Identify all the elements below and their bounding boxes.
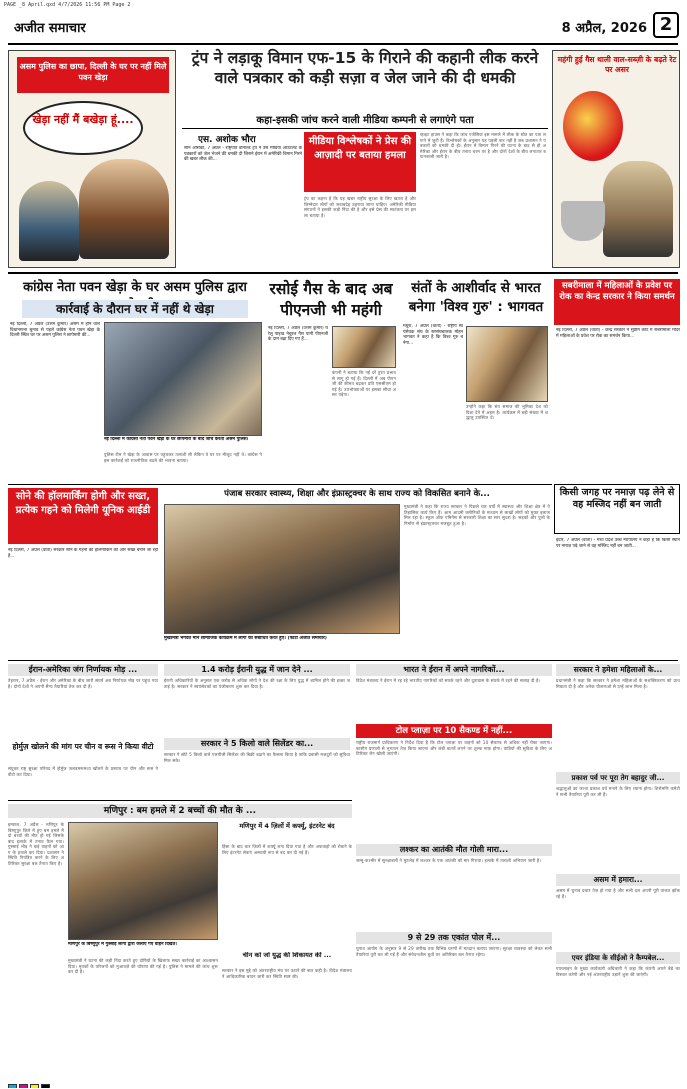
congress-photo-caption: नई दिल्ली में कांग्रेसी नेता पवन खेड़ा के घर छापेमारी के बाद जांच करती असम पुलिस। (104, 437, 249, 442)
masthead-rule (8, 43, 678, 45)
bhagwat-body-col2: उन्होंने कहा कि संत समाज की भूमिका देश को दिशा देने में अहम है। कार्यक्रम में बड़ी संख्या में श्रद्धालु उपस्थित थे। (466, 404, 548, 420)
congress-photo (104, 322, 262, 436)
congress-body-more: पुलिस टीम ने खेड़ा के आवास पर पहुंचकर तलाशी ली लेकिन वे घर पर मौजूद नहीं थे। कांग्रेस ने इस कार्रवाई को राजनीतिक बदले की भावना बताया। (104, 452, 262, 463)
congress-subhead: कार्रवाई के दौरान घर में नहीं थे खेड़ा (22, 300, 248, 318)
lead-rule (182, 128, 548, 129)
cartoon-man-figure (603, 161, 673, 257)
row-rule-4 (8, 800, 352, 801)
right-cartoon-title: महंगी हुई गैस थाली वाल-सब्ज़ी के बढ़ते रेट पर असर (557, 55, 677, 74)
cartoon-speech-bubble: खेड़ा नहीं मैं बखेड़ा हूं.... (23, 101, 143, 155)
women-body: नई दिल्ली, 7 अप्रैल (वार्ता) - केन्द्र सरकार ने सुप्रीम कोर्ट में सबरीमाला मंदिर में महिलाओं के प्रवेश पर रोक का समर्थन किया... (556, 328, 680, 339)
events-headline: 9 से 29 तक एकांत पोल में... (356, 932, 552, 944)
women-headline: सबरीमाला में महिलाओं के प्रवेश पर रोक का केन्द्र सरकार ने किया समर्थन (554, 279, 680, 325)
lead-inset-box: मीडिया विश्लेषकों ने प्रेस की आज़ादी पर बताया हमला (304, 132, 416, 192)
cartoon-caption: असम पुलिस का छापा, दिल्ली के घर पर नहीं मिले पवन खेड़ा (17, 57, 169, 93)
iran-body: तेहरान, 7 अप्रैल - ईरान और अमेरिका के बीच जारी संघर्ष अब निर्णायक मोड़ पर पहुंच गया है। दोनों देशों ने अपनी सैन्य तैयारियां तेज कर दी हैं। (8, 678, 158, 689)
page-number: 2 (653, 12, 679, 38)
gold-body: नई दिल्ली, 7 अप्रैल (वार्ता) सरकार सोने के गहनों की हॉलमार्किंग को और सख्त बनाने जा रही है... (8, 548, 158, 559)
right-cartoon (552, 50, 680, 268)
bhagwat-headline: संतों के आशीर्वाद से भारत बनेगा 'विश्व गुरु' : भागवत (408, 280, 544, 315)
export-body: एयरलाइन के मुख्य कार्यकारी अधिकारी ने कहा कि कंपनी अपने बेड़े का विस्तार करेगी और नई अंतरराष्ट्रीय उड़ानें शुरू की जाएंगी। (556, 966, 680, 977)
toll-body: राष्ट्रीय राजमार्ग प्राधिकरण ने निर्देश दिया है कि टोल प्लाज़ा पर वाहनों को 10 सैकण्ड से अधिक नहीं रोका जाएगा। फास्टैग प्रणाली से भुगतान तेज़ किया जाएगा और लंबी कतारें लगने पर शुल्क माफ़ होगा। यात्रियों की सुविधा के लिए अतिरिक्त लेन खोली जाएंगी। (356, 740, 552, 756)
pakistan-headline: प्रकाश पर्व पर पूरा तेग बहादुर जी... (556, 772, 680, 784)
manipur-body-col2: मुख्यमंत्री ने घटना की कड़ी निंदा करते हुए दोषियों के खिलाफ सख्त कार्रवाई का आश्वासन दिया। मृतकों के परिजनों को मुआवज़े की घोषणा की गई है। पुलिस ने मामले की जांच शुरू कर दी है। (68, 958, 218, 974)
manipur-bottom-body: सरकार ने इस मुद्दे को अंतरराष्ट्रीय मंच पर उठाने की बात कही है। विदेश मंत्रालय ने आधिकारिक बयान जारी कर स्थिति स्पष्ट की। (222, 968, 352, 979)
lashkar-headline: लश्कर का आतंकी मौत गोली मारा... (356, 844, 552, 856)
namaz-headline: किसी जगह पर नमाज़ पढ़ लेने से वह मस्जिद नहीं बन जाती (554, 484, 680, 534)
assam-headline: असम में हमारा... (556, 874, 680, 886)
namaz-body: इंदौर, 7 अप्रैल (वार्ता) - मध्य प्रदेश उच्च न्यायालय ने कहा है कि किसी स्थान पर नमाज़ पढ़े जाने से वह मस्जिद नहीं बन जाती... (556, 538, 680, 549)
cmyk-marks (8, 1078, 68, 1088)
govt-women-headline: सरकार ने हमेशा महिलाओं के... (556, 664, 680, 676)
cartoon-pot (561, 201, 605, 241)
crore-headline: 1.4 करोड़ ईरानी युद्ध में जान देने ... (164, 664, 350, 676)
cartoon-police-figure (19, 181, 79, 261)
congress-headline: कांग्रेस नेता पवन खेड़ा के घर असम पुलिस द्वारा (23, 280, 247, 295)
cartoon-figure (79, 159, 169, 259)
manipur-photo (68, 822, 218, 940)
manipur-side-head: मणिपुर में 4 ज़िलों में कर्फ्यू, इंटरनेट बंद (239, 822, 335, 830)
row-rule-3 (8, 660, 678, 661)
manipur-body: इम्फाल, 7 अप्रैल - मणिपुर के बिष्णुपुर ज़िले में हुए बम हमले में दो बच्चों की मौत हो गई जिसके बाद इलाके में तनाव फैल गया। गुस्साई भीड़ ने कई वाहनों को आग के हवाले कर दिया। प्रशासन ने स्थिति नियंत्रित करने के लिए अतिरिक्त सुरक्षा बल तैनात किए हैं। (8, 822, 64, 866)
hormuz-headline: होर्मुज़ खोलने की मांग पर चीन व रूस ने किया वीटो (12, 742, 154, 751)
india-iran-headline: भारत ने ईरान में अपने नागरिकों... (356, 664, 552, 676)
pakistan-body: श्रद्धालुओं का जत्था प्रकाश पर्व मनाने के लिए रवाना होगा। शिरोमणि कमेटी ने सभी तैयारियां पूरी कर ली हैं। (556, 786, 680, 797)
govt-women-body: प्रधानमंत्री ने कहा कि सरकार ने हमेशा महिलाओं के सशक्तिकरण को प्राथमिकता दी है और अनेक योजनाओं से उन्हें लाभ मिला है। (556, 678, 680, 689)
export-headline: एयर इंडिया के सीईओ ने कैम्पबेल... (556, 952, 680, 964)
manipur-headline: मणिपुर : बम हमले में 2 बच्चों की मौत के ... (8, 804, 352, 818)
cartoon-gas-burst (563, 91, 623, 161)
lead-headline: ट्रंप ने लड़ाकू विमान एफ-15 के गिराने की कहानी लीक करने वाले पत्रकार को कड़ी सज़ा व जेल जाने की दी धमकी (191, 49, 539, 87)
manipur-photo-caption: मणिपुर के बिष्णुपुर में गुस्साई लोगों द्वारा जलाए गए वाहन दिखते। (68, 942, 177, 947)
gas-body: नई दिल्ली, 7 अप्रैल (उत्तम कुमार) घरेलू पाइप्ड नेचुरल गैस यानी पीएनजी के दाम बढ़ा दिए गए हैं... (268, 326, 328, 343)
punjab-photo-caption: मुख्यमंत्री भगवंत मान सामाजिक कार्यक्रम में लोगों को संबोधित करते हुए। (फोटो अजीत समाचार) (164, 636, 327, 641)
lead-body-col1: सान ओसेका, 7 अप्रैल - राष्ट्रपति डोनाल्ड ट्रंप ने उस मीडिया आउटलेट के पत्रकारों को जेल भेजने की धमकी दी जिसने ईरान में अमेरिकी विमान गिरने की खबर लीक की... (184, 146, 302, 163)
row-rule-1 (8, 272, 678, 274)
hormuz-body: संयुक्त राष्ट्र सुरक्षा परिषद में होर्मुज़ जलडमरूमध्य खोलने के प्रस्ताव पर चीन और रूस ने वीटो कर दिया। (8, 766, 158, 777)
bhagwat-body: मथुरा, 7 अप्रैल (वार्ता) - राष्ट्रीय स्वयंसेवक संघ के सरसंघचालक मोहन भागवत ने कहा है कि विश्व गुरु बनेगा... (403, 324, 463, 346)
punjab-body: मुख्यमंत्री ने कहा कि राज्य सरकार ने पिछले चार वर्षों में स्वास्थ्य और शिक्षा क्षेत्र में ऐतिहासिक कार्य किए हैं। आम आदमी क्लीनिकों के माध्यम से लाखों लोगों को मुफ्त इलाज मिल रहा है। स्कूल ऑफ एमिनेंस से सरकारी शिक्षा का स्तर सुधरा है। सड़कों और पुलों के निर्माण से इंफ्रास्ट्रक्चर मजबूत हुआ है। (404, 504, 550, 526)
manipur-side-body: हिंसा के बाद चार ज़िलों में कर्फ्यू लगा दिया गया है और अफवाहों को रोकने के लिए इंटरनेट सेवाएं अस्थायी रूप से बंद कर दी गई हैं। (222, 844, 352, 855)
paper-name: अजीत समाचार (14, 21, 86, 36)
lead-body-col2: ट्रंप का कहना है कि यह खबर राष्ट्रीय सुरक्षा के लिए खतरा है और जिम्मेदार लोगों को जवाबदेह ठहराया जाना चाहिए। अमेरिकी मीडिया संगठनों ने इसकी कड़ी निंदा की है और इसे प्रेस की स्वतंत्रता पर हमला बताया है। (304, 196, 416, 218)
punjab-photo (164, 504, 400, 634)
issue-date: 8 अप्रैल, 2026 (561, 21, 647, 36)
bhagwat-photo (466, 326, 548, 402)
lead-byline: एस. अशोक भौरा (198, 135, 256, 144)
lead-subhead: कहा-इसकी जांच करने वाली मीडिया कम्पनी से लगाएंगे पता (256, 115, 474, 126)
punjab-headline: पंजाब सरकार स्वास्थ्य, शिक्षा और इंफ्रास्ट्रक्चर के साथ राज्य को विकसित बनाने के... (224, 489, 490, 499)
india-iran-body: विदेश मंत्रालय ने ईरान में रह रहे भारतीय नागरिकों को सतर्क रहने और दूतावास के संपर्क में रहने की सलाह दी है। (356, 678, 541, 683)
cylinder-headline: सरकार ने 5 किलो वाले सिलेंडर का... (164, 738, 350, 750)
toll-headline: टोल प्लाज़ा पर 10 सैकण्ड में नहीं... (356, 724, 552, 738)
manipur-bottom-head: चीन को जो युद्ध की शिकायत की ... (242, 952, 332, 959)
row-rule-2 (8, 484, 552, 485)
file-line: PAGE _8 April.qxd 4/7/2026 11:56 PM Page 2 (4, 2, 131, 8)
gas-headline: रसोई गैस के बाद अब पीएनजी भी महंगी (269, 280, 393, 319)
lashkar-body: जम्मू-कश्मीर में सुरक्षाबलों ने मुठभेड़ में लश्कर के एक आतंकी को मार गिराया। इलाके में तलाशी अभियान जारी है। (356, 858, 542, 863)
iran-headline: ईरान-अमेरिका जंग निर्णायक मोड़ ... (8, 664, 158, 676)
gas-body-col2: कंपनी ने बताया कि नई दरें तुरंत प्रभाव से लागू हो गई हैं। दिल्ली में अब पीएनजी की कीमत बढ़कर प्रति एससीएम हो गई है। उपभोक्ताओं पर इसका सीधा असर पड़ेगा। (332, 370, 396, 397)
congress-body: नई दिल्ली, 7 अप्रैल (उत्तम कुमार) असम में होने वाले विधानसभा चुनाव से पहले कांग्रेस नेता पवन खेड़ा के दिल्ली स्थित घर पर असम पुलिस ने छापेमारी की... (10, 322, 100, 339)
gold-headline: सोने की हॉलमार्किंग होगी और सख्त, प्रत्येक गहने को मिलेगी यूनिक आईडी (8, 488, 158, 544)
gas-photo (332, 326, 396, 368)
crore-body: ईरानी अधिकारियों के अनुसार एक करोड़ से अधिक लोगों ने देश की रक्षा के लिए युद्ध में शामिल होने की इच्छा जताई है। सरकार ने स्वयंसेवकों का पंजीकरण शुरू कर दिया है। (164, 678, 350, 689)
assam-body: असम में चुनाव प्रचार तेज़ हो गया है और सभी दल अपनी पूरी ताकत झोंक रहे हैं। (556, 888, 680, 899)
left-cartoon (8, 50, 176, 268)
events-body: चुनाव आयोग के अनुसार 9 से 29 तारीख तक विभिन्न चरणों में मतदान कराया जाएगा। सुरक्षा व्यवस्था को लेकर सभी तैयारियां पूरी कर ली गई हैं और संवेदनशील बूथों पर अतिरिक्त बल तैनात रहेगा। (356, 946, 552, 957)
lead-body-col3: व्हाइट हाउस ने कहा कि जांच एजेंसियां इस मामले में लीक के स्रोत का पता लगाने में जुटी हैं। विश्लेषकों के अनुसार यह पहली बार नहीं है जब प्रशासन ने पत्रकारों को धमकी दी हो। ईरान में विमान गिरने की घटना के बाद से ही अमेरिका और ईरान के बीच तनाव चरम पर है और दोनों देशों के बीच लगातार बयानबाजी जारी है। (420, 132, 546, 159)
cylinder-body: सरकार ने छोटे 5 किलो वाले एलपीजी सिलेंडर की बिक्री बढ़ाने का फैसला किया है ताकि प्रवासी मज़दूरों को सुविधा मिल सके। (164, 752, 350, 763)
